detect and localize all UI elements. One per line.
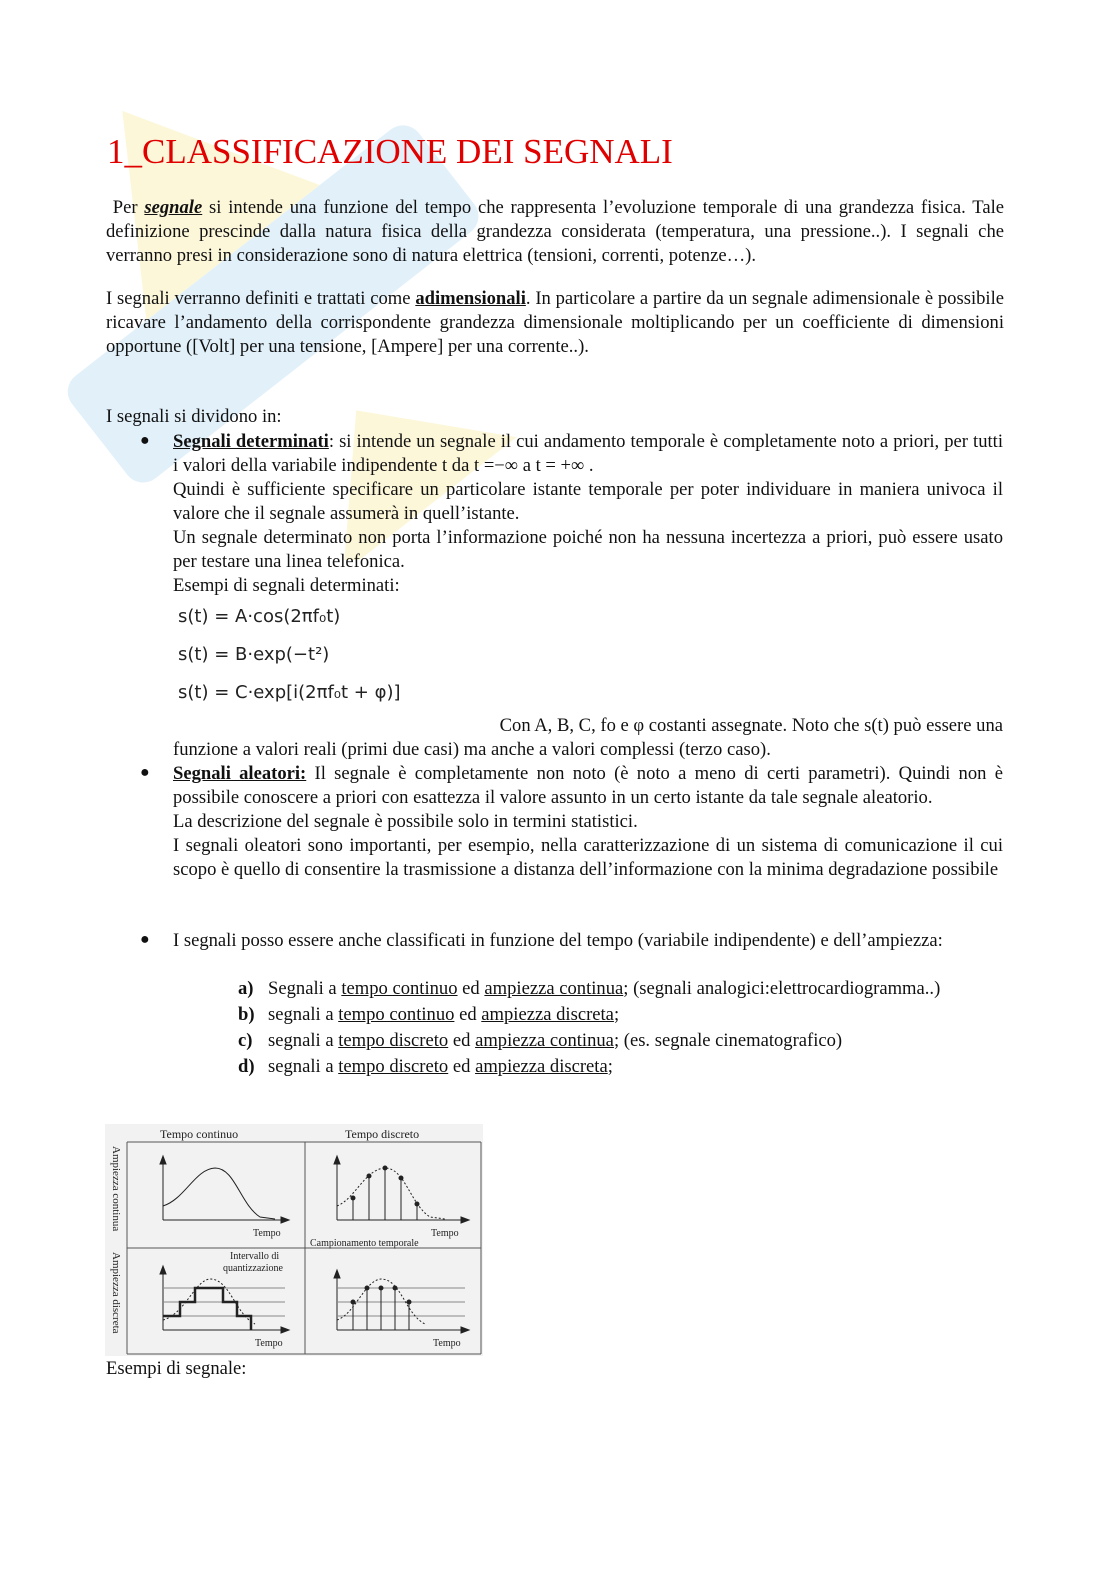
signal-classification-figure xyxy=(105,1124,483,1356)
item-classificazione: I segnali posso essere anche classificati in funzione del tempo (variabile indipendente) e dell’ampiezza: xyxy=(173,930,943,951)
formula-1: s(t) = A·cos(2πf₀t) xyxy=(178,606,341,627)
intro-paragraph-3: I segnali si dividono in: xyxy=(106,406,282,427)
svg-text:Tempo: Tempo xyxy=(433,1338,461,1349)
intro-paragraph-2: I segnali verranno definiti e trattati come adimensionali. In particolare a partire da un segnale adimensionale è possibile ricavare l’andamento della corrispondente grandezza dimensionale moltiplicando per un coefficiente di dimensioni opportune ([Volt] per una tensione, [Ampere] per una corrente..). xyxy=(106,288,1004,357)
formula-explanation: Con A, B, C, fo e φ costanti assegnate. Noto che s(t) può essere una funzione a valori reali (primi due casi) ma anche a valori complessi (terzo caso). xyxy=(173,715,1003,760)
item-segnali-aleatori: Segnali aleatori: Il segnale è completamente non noto (è noto a meno di certi parametri). Quindi non è possibile conoscere a priori con esattezza il valore assunto in un certo istante da tale segnale aleatorio. La descrizione del segnale è possibile solo in termini statistici. I segnali oleatori sono importanti, per esempio, nella caratterizzazione di un sistema di comunicazione il cui scopo è quello di consentire la trasmissione a distanza dell’informazione con la minima degradazione possibile xyxy=(173,763,1003,880)
svg-text:Tempo: Tempo xyxy=(255,1338,283,1349)
label-ampiezza-continua: Ampiezza continua xyxy=(110,1146,122,1232)
formula-block xyxy=(178,606,438,718)
term-adimensionali: adimensionali xyxy=(415,288,526,309)
svg-text:Tempo: Tempo xyxy=(253,1228,281,1239)
label-tempo-discreto: Tempo discreto xyxy=(345,1127,420,1141)
svg-text:quantizzazione: quantizzazione xyxy=(223,1263,283,1274)
figure-caption: Esempi di segnale: xyxy=(106,1358,247,1379)
svg-text:Tempo: Tempo xyxy=(431,1228,459,1239)
item-segnali-determinati: Segnali determinati: si intende un segnale il cui andamento temporale è completamente noto a priori, per tutti i valori della variabile indipendente t da t =−∞ a t = +∞ . Quindi è sufficiente specificare un particolare istante temporale per poter individuare in maniera univoca il valore che il segnale assumerà in quell’istante. Un segnale determinato non porta l’informazione poiché non ha nessuna incertezza a priori, può essere usato per testare una linea telefonica. Esempi di segnali determinati: xyxy=(173,431,1003,596)
label-tempo-continuo: Tempo continuo xyxy=(160,1127,239,1141)
bullet-icon: ● xyxy=(140,764,150,781)
list-item: c) segnali a tempo discreto ed ampiezza continua; (es. segnale cinematografico) xyxy=(238,1030,843,1051)
svg-text:Intervallo di: Intervallo di xyxy=(230,1251,280,1262)
formula-2: s(t) = B·exp(−t²) xyxy=(178,644,330,665)
bullet-icon: ● xyxy=(140,432,150,449)
label-campionamento: Campionamento temporale xyxy=(310,1238,419,1249)
list-item: d) segnali a tempo discreto ed ampiezza discreta; xyxy=(238,1056,613,1077)
list-item: a) Segnali a tempo continuo ed ampiezza continua; (segnali analogici:elettrocardiogramma..) xyxy=(238,978,941,999)
page-title: 1_CLASSIFICAZIONE DEI SEGNALI xyxy=(107,132,673,171)
intro-paragraph-1: Per segnale si intende una funzione del tempo che rappresenta l’evoluzione temporale di una grandezza fisica. Tale definizione prescinde dalla natura fisica della grandezza considerata (temperatura, una pressione..). I segnali che verranno presi in considerazione sono di natura elettrica (tensioni, correnti, potenze…). xyxy=(106,197,1004,266)
term-segnale: segnale xyxy=(144,197,203,218)
bullet-icon: ● xyxy=(140,931,150,948)
list-item: b) segnali a tempo continuo ed ampiezza discreta; xyxy=(238,1004,620,1025)
label-ampiezza-discreta: Ampiezza discreta xyxy=(110,1252,122,1334)
formula-3: s(t) = C·exp[i(2πf₀t + φ)] xyxy=(178,682,401,703)
